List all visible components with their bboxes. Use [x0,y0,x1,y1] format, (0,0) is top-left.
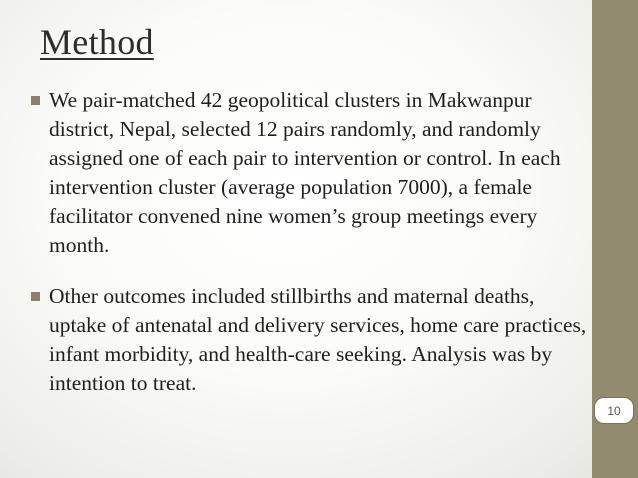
square-bullet-icon [31,292,40,301]
page-number-label: 10 [607,403,621,418]
page-number [594,397,634,424]
bullet-list [31,86,596,420]
bullet-text: We pair-matched 42 geopolitical clusters in Makwanpur district, Nepal, selected 12 pairs randomly, and randomly assigned one of each pair to intervention or control. In each intervention cluster (average population 7000), a female facilitator convened nine women’s group meetings every month. [49,88,561,257]
slide-title: Method [40,22,154,62]
bullet-text: Other outcomes included stillbirths and maternal deaths, uptake of antenatal and delivery services, home care practices, infant morbidity, and health-care seeking. Analysis was by intention to treat. [49,284,587,395]
bullet-item [31,86,596,260]
bullet-item [31,282,596,398]
square-bullet-icon [31,96,40,105]
